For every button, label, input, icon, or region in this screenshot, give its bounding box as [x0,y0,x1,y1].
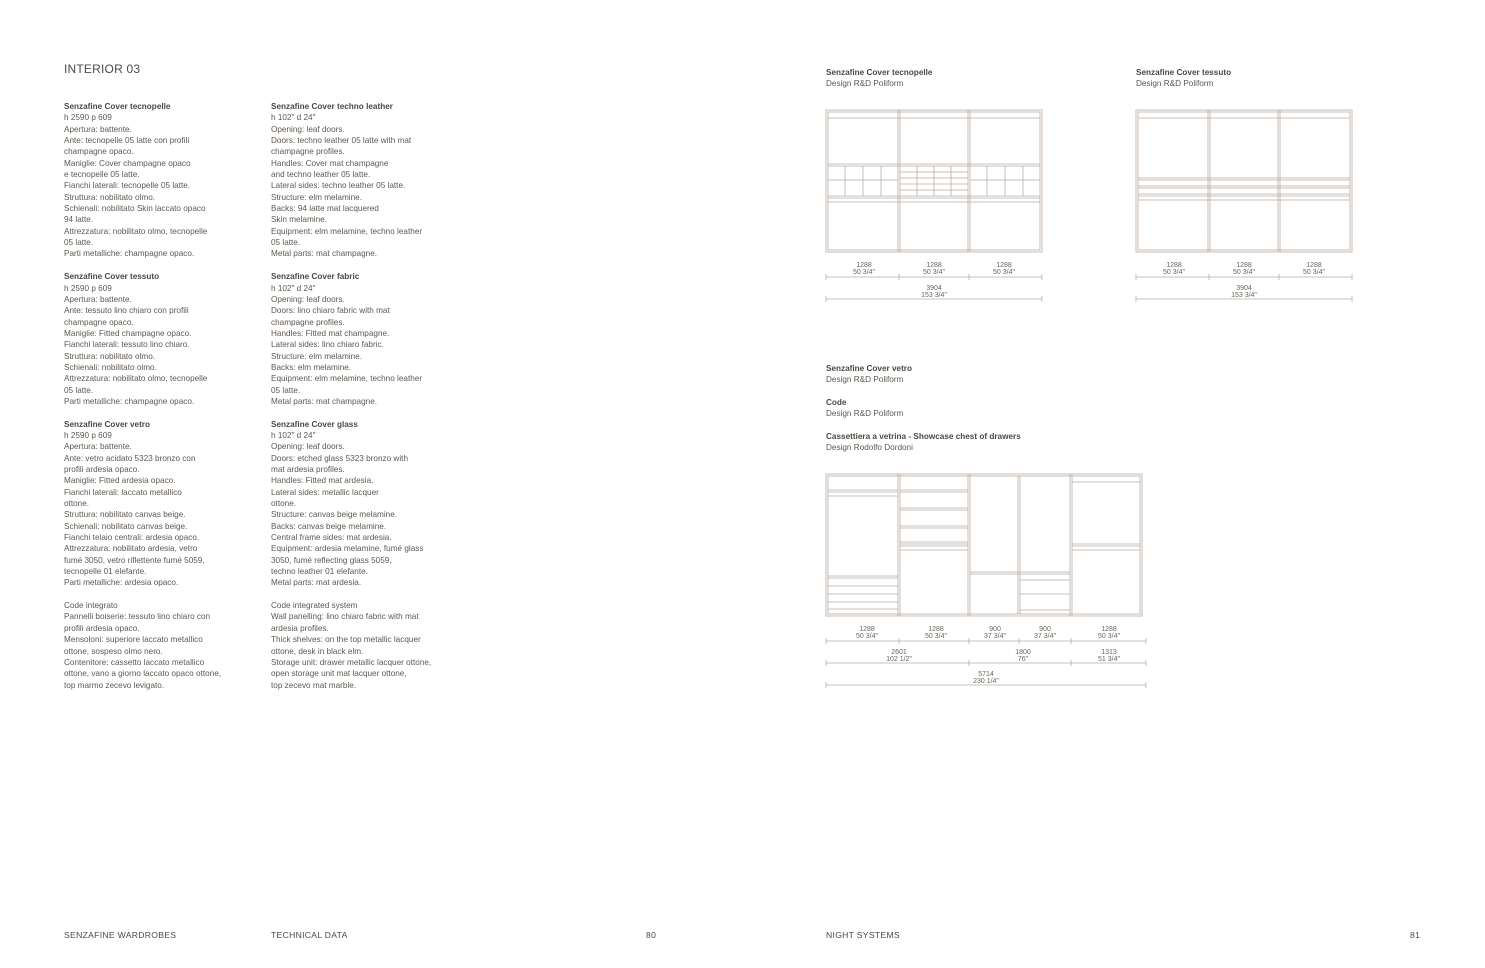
spec-line: Equipment: ardesia melamine, fumé glass [271,544,424,554]
drawing-designer: Design Rodolfo Dordoni [826,443,913,453]
spec-line: Struttura: nobilitato olmo. [64,192,156,202]
spec-line: ardesia profiles. [271,623,329,633]
dim-group-3-in: 51 3/4" [1098,656,1120,663]
spec-line: Fianchi laterali: laccato metallico [64,487,182,497]
spec-line: 05 latte. [64,238,94,248]
spec-line: Attrezzatura: nobilitato ardesia, vetro [64,544,198,554]
spec-line: Equipment: elm melamine, techno leather [271,374,423,384]
spec-heading: Senzafine Cover tecnopelle [64,102,171,111]
block-spacer [271,260,431,271]
drawing-title: Senzafine Cover tessuto [1136,68,1232,77]
dim-module-4-in: 37 3/4" [1034,633,1056,640]
spec-line: Attrezzatura: nobilitato olmo, tecnopelle [64,374,208,384]
spec-line: Doors: techno leather 05 latte with mat [271,136,412,146]
dim-group-1-mm: 2601 [891,649,907,656]
spec-line: Skin melamine. [271,215,327,225]
drawing-designer: Design R&D Poliform [826,79,904,89]
spec-line: Handles: Fitted mat ardesia. [271,476,374,486]
spec-line: champagne opaco. [64,317,134,327]
page-title: INTERIOR 03 [64,62,141,76]
spec-line: Metal parts: mat ardesia. [271,578,362,588]
dim-module-3-mm: 1288 [1306,262,1322,269]
spec-line: profili ardesia opaco. [64,465,140,474]
spec-line: Code integrated system [271,601,358,611]
spec-line: Fianchi telaio centrali: ardesia opaco. [64,533,200,543]
spec-line: Opening: leaf doors. [271,124,345,134]
dim-module-3-in: 50 3/4" [993,269,1015,276]
drawing-designer: Design R&D Poliform [826,375,904,385]
spec-line: ottone. [271,499,297,509]
spec-heading: Senzafine Cover techno leather [271,102,393,111]
spec-line: and techno leather 05 latte. [271,170,371,180]
drawing-title: Senzafine Cover tecnopelle [826,68,933,77]
spec-line: fumé 3050, vetro riflettente fumé 5059, [64,555,205,565]
dim-module-1-in: 50 3/4" [856,633,878,640]
drawing-header-cassettiera [826,431,1021,454]
spec-line: h 102" d 24" [271,113,316,123]
spec-line: Parti metalliche: champagne opaco. [64,396,195,406]
spec-line: h 2590 p 609 [64,283,112,293]
drawing-title: Code [826,398,847,407]
block-spacer [271,589,431,600]
spec-line: 94 latte. [64,215,94,225]
spec-line: Maniglie: Fitted champagne opaco. [64,328,192,338]
drawing-header-tecnopelle [826,67,932,90]
spec-line: Backs: canvas beige melamine. [271,521,387,531]
spec-line: 3050, fumé reflecting glass 5059, [271,555,392,565]
spec-line: Metal parts: mat champagne. [271,396,378,406]
spec-line: Central frame sides: mat ardesia. [271,533,392,543]
spec-line: Metal parts: mat champagne. [271,249,378,259]
spec-line: Handles: Fitted mat champagne. [271,328,390,338]
drawing-title: Cassettiera a vetrina - Showcase chest of drawers [826,432,1021,441]
dim-total-in: 153 3/4" [1231,292,1257,299]
spec-line: top marmo zecevo levigato. [64,680,165,690]
spec-line: ottone. [64,499,90,509]
dim-module-2-in: 50 3/4" [1233,269,1255,276]
drawing-header-tessuto [1136,67,1231,90]
spec-line: Handles: Cover mat champagne [271,158,389,168]
dim-module-2-in: 50 3/4" [925,633,947,640]
wardrobe-drawing-tessuto [1130,104,1360,304]
footer-section-right: NIGHT SYSTEMS [826,930,900,940]
spec-line: Backs: 94 latte mat lacquered [271,204,379,214]
block-spacer [64,589,221,600]
spec-line: Structure: elm melamine. [271,351,363,361]
dim-module-1-mm: 1288 [859,626,875,633]
spec-line: Code integrato [64,601,118,611]
dim-module-2-in: 50 3/4" [923,269,945,276]
spec-column-italian [64,101,221,691]
spec-line: champagne profiles. [271,147,345,157]
spec-line: top zecevo mat marble. [271,680,357,690]
dim-module-2-mm: 1288 [1236,262,1252,269]
spec-line: Thick shelves: on the top metallic lacquer [271,635,421,645]
dim-group-2-in: 76" [1017,656,1029,663]
spec-line: Parti metalliche: champagne opaco. [64,249,195,259]
drawing-designer: Design R&D Poliform [826,409,904,419]
spec-line: Doors: lino chiaro fabric with mat [271,306,390,316]
spec-line: ottone, vano a giorno laccato opaco ottone, [64,669,222,679]
spec-line: Attrezzatura: nobilitato olmo, tecnopelle [64,226,208,236]
spec-line: Contenitore: cassetto laccato metallico [64,657,205,667]
spec-line: h 102" d 24" [271,283,316,293]
block-spacer [271,407,431,418]
spec-line: Fianchi laterali: tessuto lino chiaro. [64,340,190,350]
spec-line: Maniglie: Cover champagne opaco [64,158,191,168]
drawing-header-vetro [826,363,912,386]
drawing-header-code [826,397,903,420]
spec-heading: Senzafine Cover vetro [64,419,150,429]
dim-module-5-mm: 1288 [1101,626,1117,633]
spec-line: Schienali: nobilitato canvas beige. [64,521,188,531]
spec-line: Maniglie: Fitted ardesia opaco. [64,476,176,486]
dim-total-mm: 3904 [926,285,942,292]
dim-module-1-mm: 1288 [1166,262,1182,269]
dim-total-in: 153 3/4" [921,292,947,299]
dim-module-1-mm: 1288 [856,262,872,269]
spec-line: Storage unit: drawer metallic lacquer ottone, [271,657,432,667]
spec-line: 05 latte. [271,238,301,248]
dim-module-5-in: 50 3/4" [1098,633,1120,640]
spec-heading: Senzafine Cover tessuto [64,272,160,282]
page-number-right: 81 [1410,930,1421,940]
spec-line: Lateral sides: techno leather 05 latte. [271,181,406,191]
spec-heading: Senzafine Cover fabric [271,272,360,282]
spec-line: open storage unit mat lacquer ottone, [271,669,407,679]
dim-total-in: 230 1/4" [973,678,999,685]
spec-line: profili ardesia opaco. [64,623,140,633]
dim-group-3-mm: 1313 [1101,649,1117,656]
dim-total-mm: 3904 [1236,285,1252,292]
block-spacer [64,260,221,271]
spec-line: Wall panelling: lino chiaro fabric with mat [271,612,419,622]
spec-line: Doors: etched glass 5323 bronzo with [271,453,408,463]
spec-line: 05 latte. [64,385,94,395]
spec-line: 05 latte. [271,385,301,395]
spec-line: Opening: leaf doors. [271,442,345,452]
spec-line: tecnopelle 01 elefante. [64,567,147,577]
dim-module-4-mm: 900 [1039,626,1051,633]
spec-column-english [271,101,431,691]
block-spacer [64,407,221,418]
dim-module-3-mm: 1288 [996,262,1012,269]
spec-line: Parti metalliche: ardesia opaco. [64,578,179,588]
dim-module-1-in: 50 3/4" [853,269,875,276]
spec-line: Structure: elm melamine. [271,192,363,202]
spec-line: Ante: tecnopelle 05 latte con profili [64,136,190,146]
spec-line: Ante: vetro acidato 5323 bronzo con [64,453,196,463]
dim-module-2-mm: 1288 [928,626,944,633]
spec-line: Schienali: nobilitato olmo. [64,362,157,372]
spec-line: Lateral sides: lino chiaro fabric. [271,340,384,350]
footer-section-left: SENZAFINE WARDROBES [64,930,177,940]
spec-line: Apertura: battente. [64,294,132,304]
dim-group-2-mm: 1800 [1015,649,1031,656]
page-number-left: 80 [646,930,657,940]
spec-line: Lateral sides: metallic lacquer [271,487,379,497]
spec-line: Ante: tessuto lino chiaro con profili [64,306,189,316]
spec-line: Schienali: nobilitato Skin laccato opaco [64,204,206,214]
spec-line: techno leather 01 elefante. [271,567,368,577]
spec-line: e tecnopelle 05 latte. [64,170,140,180]
spec-line: Opening: leaf doors. [271,294,345,304]
wardrobe-drawing-tecnopelle [820,104,1050,304]
wardrobe-drawing-cassettiera [820,468,1155,693]
spec-line: ottone, desk in black elm. [271,646,364,656]
spec-line: Apertura: battente. [64,124,132,134]
spec-line: Backs: elm melamine. [271,362,352,372]
drawing-designer: Design R&D Poliform [1136,79,1214,89]
spec-line: champagne opaco. [64,147,134,157]
spec-line: champagne profiles. [271,317,345,327]
dim-module-3-in: 37 3/4" [984,633,1006,640]
dim-module-2-mm: 1288 [926,262,942,269]
spec-line: Struttura: nobilitato canvas beige. [64,510,186,520]
dim-module-3-in: 50 3/4" [1303,269,1325,276]
dim-group-1-in: 102 1/2" [886,656,912,663]
spec-line: Equipment: elm melamine, techno leather [271,226,423,236]
dim-module-3-mm: 900 [989,626,1001,633]
dim-total-mm: 5714 [978,671,994,678]
drawing-title: Senzafine Cover vetro [826,364,912,373]
spec-line: Structure: canvas beige melamine. [271,510,398,520]
spec-line: mat ardesia profiles. [271,465,345,474]
spec-line: ottone, sospeso olmo nero. [64,646,163,656]
spec-heading: Senzafine Cover glass [271,419,358,429]
spec-line: Mensoloni: superiore laccato metallico [64,635,203,645]
spec-line: h 2590 p 609 [64,430,112,440]
spec-line: Fianchi laterali: tecnopelle 05 latte. [64,181,191,191]
spec-line: h 2590 p 609 [64,113,112,123]
spec-line: h 102" d 24" [271,430,316,440]
spec-line: Apertura: battente. [64,442,132,452]
footer-subsection: TECHNICAL DATA [271,930,348,940]
dim-module-1-in: 50 3/4" [1163,269,1185,276]
spec-line: Pannelli boiserie: tessuto lino chiaro con [64,612,211,622]
spec-line: Struttura: nobilitato olmo. [64,351,156,361]
